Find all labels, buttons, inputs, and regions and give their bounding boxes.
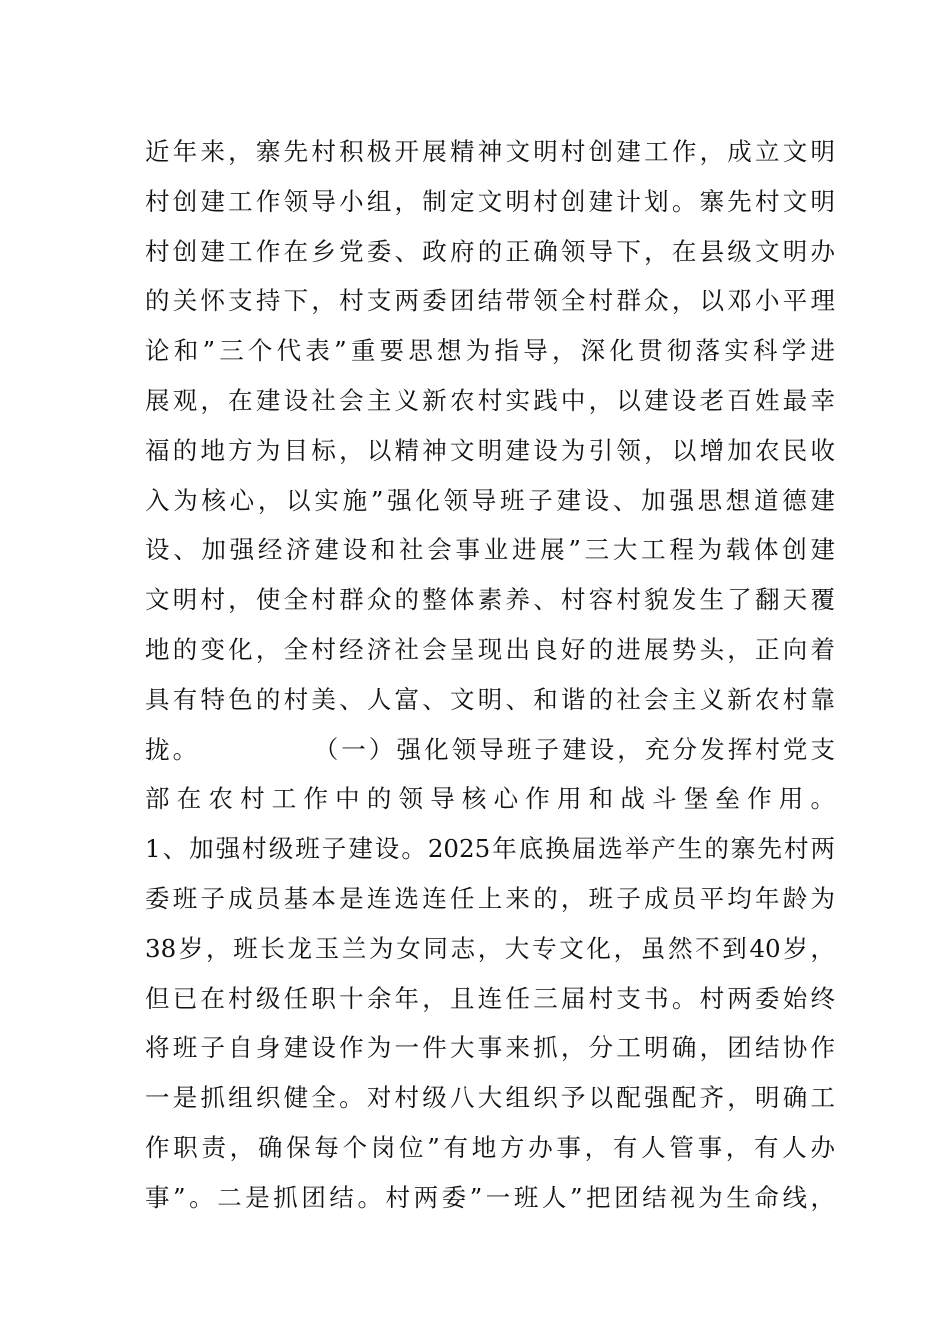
text-line-16: 委班子成员基本是连选连任上来的，班子成员平均年龄为 <box>145 883 835 913</box>
text-line-10: 文明村，使全村群众的整体素养、村容村貌发生了翻天覆 <box>145 585 835 615</box>
text-line-8: 入为核心，以实施”强化领导班子建设、加强思想道德建 <box>145 485 835 515</box>
body-text <box>145 127 835 1223</box>
text-line-17: 38岁，班长龙玉兰为女同志，大专文化，虽然不到40岁， <box>145 933 835 963</box>
text-line-3: 村创建工作在乡党委、政府的正确领导下，在县级文明办 <box>145 236 835 266</box>
text-line-9: 设、加强经济建设和社会事业进展”三大工程为载体创建 <box>145 535 835 565</box>
text-line-1: 近年来，寨先村积极开展精神文明村创建工作，成立文明 <box>145 137 835 166</box>
text-line-11: 地的变化，全村经济社会呈现出良好的进展势头，正向着 <box>145 634 835 664</box>
text-line-12: 具有特色的村美、人富、文明、和谐的社会主义新农村靠 <box>145 684 835 714</box>
text-line-14: 部在农村工作中的领导核心作用和战斗堡垒作用。 <box>145 784 835 814</box>
text-line-4: 的关怀支持下，村支两委团结带领全村群众，以邓小平理 <box>145 286 835 316</box>
text-line-21: 作职责，确保每个岗位”有地方办事，有人管事，有人办 <box>145 1132 835 1162</box>
text-line-6: 展观，在建设社会主义新农村实践中，以建设老百姓最幸 <box>145 385 835 415</box>
text-line-18: 但已在村级任职十余年，且连任三届村支书。村两委始终 <box>145 983 835 1013</box>
text-line-7: 福的地方为目标，以精神文明建设为引领，以增加农民收 <box>145 435 835 465</box>
text-line-19: 将班子自身建设作为一件大事来抓，分工明确，团结协作 <box>145 1033 835 1063</box>
text-line-2: 村创建工作领导小组，制定文明村创建计划。寨先村文明 <box>145 186 835 216</box>
text-line-5: 论和”三个代表”重要思想为指导，深化贯彻落实科学进 <box>145 336 835 366</box>
text-line-15: 1、加强村级班子建设。2025年底换届选举产生的寨先村两 <box>145 834 835 864</box>
text-line-20: 一是抓组织健全。对村级八大组织予以配强配齐，明确工 <box>145 1083 835 1113</box>
text-line-13: 拢。 （一）强化领导班子建设，充分发挥村党支 <box>145 734 835 764</box>
text-line-22: 事”。二是抓团结。村两委”一班人”把团结视为生命线， <box>145 1182 835 1212</box>
